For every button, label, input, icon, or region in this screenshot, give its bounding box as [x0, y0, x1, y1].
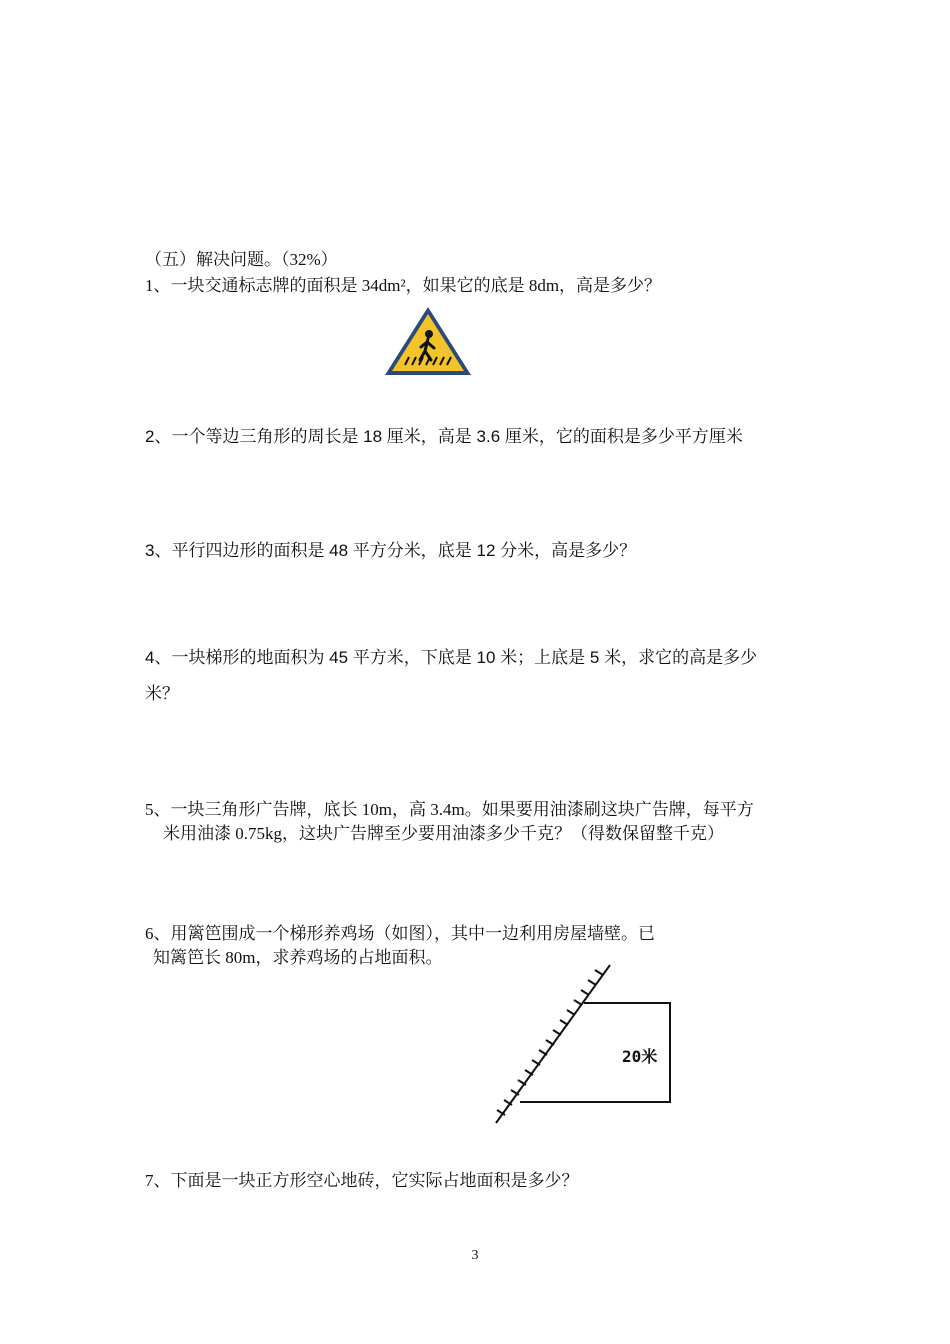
- question-7: 7、下面是一块正方形空心地砖，它实际占地面积是多少？: [145, 1171, 579, 1190]
- question-4-continued: 米？: [145, 684, 179, 703]
- page-number: 3: [471, 1248, 479, 1263]
- question-4: 4、一块梯形的地面积为 45 平方米，下底是 10 米；上底是 5 米，求它的高是多少: [145, 648, 758, 667]
- pedestrian-crossing-sign-icon: [383, 305, 473, 377]
- side-length-label: 20米: [622, 1047, 658, 1066]
- question-6: 6、用篱笆围成一个梯形养鸡场（如图），其中一边利用房屋墙壁。已: [145, 924, 655, 943]
- chicken-yard-trapezoid-diagram: [490, 965, 690, 1125]
- question-6-continued: 知篱笆长 80m，求养鸡场的占地面积。: [153, 948, 443, 967]
- question-5: 5、一块三角形广告牌，底长 10m，高 3.4m。如果要用油漆刷这块广告牌，每平方: [145, 800, 754, 819]
- question-2: 2、一个等边三角形的周长是 18 厘米，高是 3.6 厘米，它的面积是多少平方厘米: [145, 427, 743, 446]
- question-3: 3、平行四边形的面积是 48 平方分米，底是 12 分米，高是多少？: [145, 541, 637, 560]
- question-5-continued: 米用油漆 0.75kg，这块广告牌至少要用油漆多少千克？（得数保留整千克）: [163, 824, 724, 843]
- section-heading: （五）解决问题。（32%）: [145, 250, 338, 269]
- question-1: 1、一块交通标志牌的面积是 34dm²，如果它的底是 8dm，高是多少？: [145, 276, 662, 295]
